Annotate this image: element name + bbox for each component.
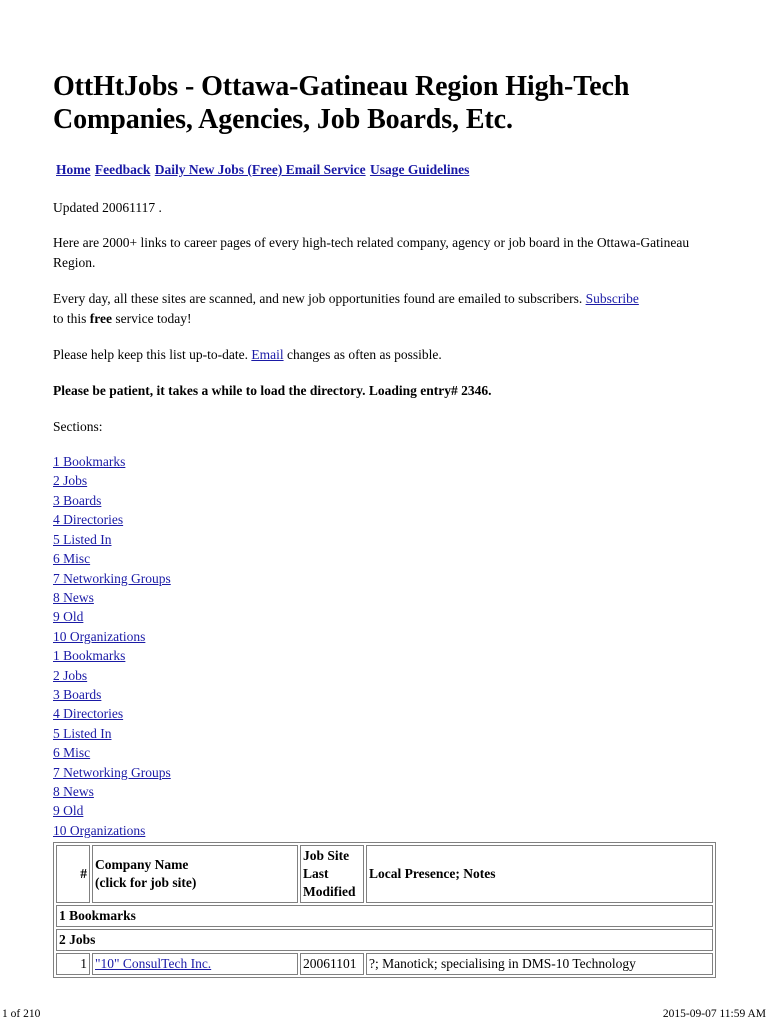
section-link-news[interactable]: 8 News (53, 589, 94, 605)
section-link-networking-groups-2[interactable]: 7 Networking Groups (53, 764, 171, 780)
help-text-1: Please help keep this list up-to-date. (53, 347, 252, 363)
section-row-label: 2 Jobs (56, 929, 713, 951)
subscribe-text-1: Every day, all these sites are scanned, and new job opportunities found are emailed to subscribers. (53, 291, 586, 307)
section-link-misc[interactable]: 6 Misc (53, 551, 91, 567)
header-modified-line2: Last (303, 866, 329, 882)
section-link-old[interactable]: 9 Old (53, 609, 84, 625)
section-row-jobs (56, 929, 713, 951)
row-num: 1 (56, 953, 90, 975)
section-link-jobs-2[interactable]: 2 Jobs (53, 667, 88, 683)
row-modified: 20061101 (300, 953, 364, 975)
section-row-label: 1 Bookmarks (56, 905, 713, 927)
sections-label: Sections: (53, 418, 103, 434)
header-modified-line3: Modified (303, 884, 356, 900)
loading-notice: Please be patient, it takes a while to load the directory. Loading entry# 2346. (53, 382, 492, 398)
header-company (92, 845, 298, 903)
table-header-row (56, 845, 713, 903)
section-link-organizations[interactable]: 10 Organizations (53, 628, 146, 644)
header-num: # (56, 845, 90, 903)
table-row (56, 953, 713, 975)
header-company-line2: (click for job site) (95, 875, 197, 891)
nav-usage-guidelines-link[interactable]: Usage Guidelines (369, 162, 470, 177)
header-company-line1: Company Name (95, 857, 189, 873)
top-nav (56, 160, 718, 180)
row-company (92, 953, 298, 975)
nav-home-link[interactable]: Home (56, 162, 91, 177)
updated-text: Updated 20061117 . (53, 199, 162, 215)
free-text: free (89, 310, 112, 326)
section-link-bookmarks[interactable]: 1 Bookmarks (53, 454, 126, 470)
row-notes: ?; Manotick; specialising in DMS-10 Technology (366, 953, 713, 975)
section-link-news-2[interactable]: 8 News (53, 783, 94, 799)
section-link-networking-groups[interactable]: 7 Networking Groups (53, 570, 171, 586)
section-link-jobs[interactable]: 2 Jobs (53, 473, 88, 489)
section-link-boards[interactable]: 3 Boards (53, 492, 102, 508)
help-paragraph (53, 345, 718, 365)
section-link-listed-in-2[interactable]: 5 Listed In (53, 725, 112, 741)
print-timestamp: 2015-09-07 11:59 AM (662, 1008, 766, 1020)
section-link-directories[interactable]: 4 Directories (53, 512, 124, 528)
section-link-listed-in[interactable]: 5 Listed In (53, 531, 112, 547)
section-link-organizations-2[interactable]: 10 Organizations (53, 822, 146, 838)
page-title: OttHtJobs - Ottawa-Gatineau Region High-Tech Companies, Agencies, Job Boards, Etc. (53, 71, 630, 135)
intro-text: Here are 2000+ links to career pages of every high-tech related company, agency or job board in the Ottawa-Gatineau Region. (53, 235, 690, 270)
page-content (53, 70, 718, 978)
subscribe-text-3: service today! (112, 310, 192, 326)
help-text-2: changes as often as possible. (283, 347, 442, 363)
header-notes: Local Presence; Notes (366, 845, 713, 903)
subscribe-text-2: to this (53, 310, 90, 326)
nav-daily-jobs-link[interactable]: Daily New Jobs (Free) Email Service (154, 162, 366, 177)
section-link-boards-2[interactable]: 3 Boards (53, 686, 102, 702)
section-link-old-2[interactable]: 9 Old (53, 803, 84, 819)
section-link-bookmarks-2[interactable]: 1 Bookmarks (53, 648, 126, 664)
section-row-bookmarks (56, 905, 713, 927)
header-modified (300, 845, 364, 903)
company-link[interactable]: "10" ConsulTech Inc. (95, 956, 212, 972)
header-modified-line1: Job Site (303, 848, 350, 864)
section-link-directories-2[interactable]: 4 Directories (53, 706, 124, 722)
directory-table (53, 842, 716, 978)
page-counter: 1 of 210 (2, 1008, 41, 1020)
subscribe-link[interactable]: Subscribe (585, 291, 639, 307)
subscribe-paragraph (53, 289, 718, 328)
section-link-misc-2[interactable]: 6 Misc (53, 745, 91, 761)
sections-list (53, 452, 718, 840)
email-link[interactable]: Email (251, 347, 284, 363)
nav-feedback-link[interactable]: Feedback (94, 162, 151, 177)
